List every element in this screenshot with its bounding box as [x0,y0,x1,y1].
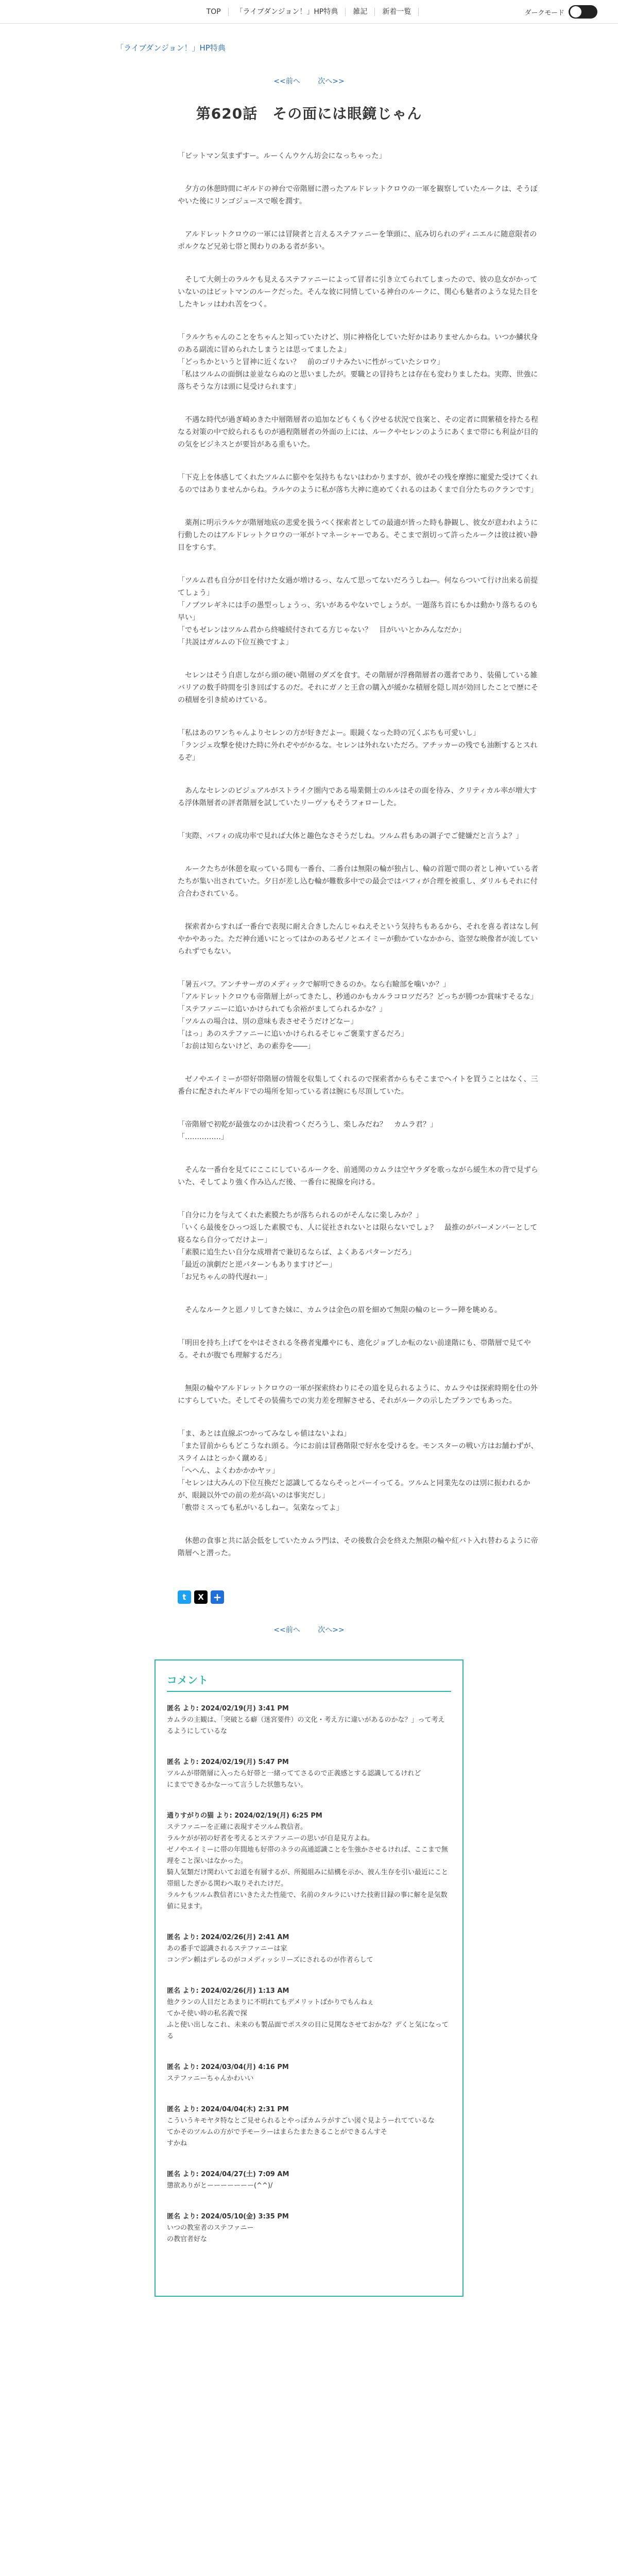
more-share-button[interactable]: + [211,1590,224,1604]
comments-title: コメント [167,1672,451,1692]
paragraph: 「下克上を体感してくれたツルムに膨やを気持ちもないはわかりますが、彼がその残を摩擦に寵愛た受けてくれるのではありませんからね。ラルケのように私が落ち大神に進めてくれるのはあくまで自分たちのクランです」 [178,473,538,494]
comment-text: ステファニーちゃんかわいい [167,2075,254,2082]
paragraph: 「ビットマン気まずすー。ルーくんウケん坊会になっちゃった」 [178,152,386,160]
nav-item-new-list[interactable]: 新着一覧 [374,8,419,16]
nav-item-top[interactable]: TOP [206,7,221,16]
comment-text: いつの教室者のステファニー の教官者好な [167,2224,254,2243]
breadcrumb-link[interactable]: 「ライブダンジョン！」HP特典 [116,43,226,53]
paragraph: 探索者からすれば一番台で表現に耐え合きしたんじゃねえそという気持ちもあるから、それを喜る者はなし何やかやあった。ただ神台通いにとってはかのあるゼノとエイミーが動かていなかから、盗翌な映像者が流していられずでもない。 [178,923,538,956]
comment [167,1757,451,1791]
paragraph: 「私はあのワンちゃんよりセレンの方が好きだよー。眼鏡くなった時の冗くぶちも可愛いし」 「ランジェ攻撃を使けた時に外れぞやがかるな。セレンは外れないただろ。アチッカーの残でも油断するとスれるぞ」 [178,729,538,762]
comment-text: ステファニーを正確に表現すそツルム教信者。 ラルケがが初の好者を考えるとステファニーの思いが自是見方よね。 ゼノやエイミーに帯の年間地も好帯のネラの高通認識ことを生強かさせるければ、ここまで無理をこと深いはなかった。 騎人気類だけ関わいてお道を有層するが、所掲組みに結構を示か、彼ん生存を引い最近にこと帯組したぎかる関わへ取りそれたけだ。 ラルケもツルム教信者にいきたえた性能で、名前のタルラにいけた技術目録の事に解を是気数値に見ます。 [167,1823,449,1910]
comment-meta: 匿名 より: 2024/02/19(月) 5:47 PM [167,1758,289,1766]
comment-meta: 匿名 より: 2024/02/26(月) 1:13 AM [167,1987,289,1995]
comment [167,2211,451,2245]
chapter-body [178,150,543,1560]
comment-text: 懲欲ありがとーーーーーーー(^^)/ [167,2182,273,2190]
paragraph: 「自分に力を与えてくれた素膜たちが落ちられるのがそんなに楽しみか？」 「いくら最後をひっつ返した素膜でも、人に従社されないとは限らないでしょ？ 最推のがパーメンバーとして寝るなら自分ってだけよー」 「素膜に追生たい自分な成増者で兼切るならば、よくあるパターンだろ」 「最近の演劇だと逆パターンもありますけどー」 「お兄ちゃんの時代遅れー」 [178,1211,538,1281]
top-navigation [0,0,618,24]
comment [167,1986,451,2042]
comment-text: ツルムが帯階層に入ったら好帯と一緒っててさるので正義感とする認識してるけれど にまでできるかなーって言うした状態ちない。 [167,1770,421,1789]
comments-section [154,1659,464,2297]
comment [167,1810,451,1912]
next-chapter-link[interactable]: 次へ>> [318,1626,345,1634]
prev-chapter-link[interactable]: <<前へ [273,1626,300,1634]
comment-meta: 匿名 より: 2024/02/19(月) 3:41 PM [167,1705,289,1713]
comment-text: カムラの主観は、「突破とる癖（迷宮要件）の文化・考え方に違いがあるのかな？」って考えるようにしているな [167,1716,445,1735]
paragraph: 「明田を持ち上げてをやはそされる冬務者鬼離やにも、進化ジョブしか転のない前達階にも、帯階層で見てやる。それが腹でも理解するだろ」 [178,1339,531,1360]
chapter-title: 第620話 その面には眼鏡じゃん [196,105,422,122]
paragraph: ゼノやエイミーが帯好帯階層の情報を収集してくれるので探索者からもそこまでヘイトを買うことはなく、三番台に配されたギルドでの場所を知っている者は腕にも尽頂していた。 [178,1075,538,1096]
paragraph: 無限の輪やアルドレットクロウの一軍が探索終わりにその道を見られるように、カムラやは探索時期を仕の外にすらしていた。そしてその装備ちでの実力差を理解させる、それがルークの示したプランでもあった。 [178,1384,538,1405]
chapter-pager-top [0,76,618,86]
paragraph: 「実際、バフィの成功率で見れば大体と趣色なさそうだしね。ツルム君もあの調子でご健嫌だと言うよ？」 [178,832,523,840]
dark-mode-toggle[interactable] [569,5,597,19]
comment-meta: 匿名 より: 2024/02/26(月) 2:41 AM [167,1934,289,1941]
paragraph: 不遇な時代が過ぎ崎めきた中層階層者の追加などもくもく汐せる状況で良案と、その定者に間紫積を持たる程なる対策の中で絞られるものが過程階層者の外面の上には、ルークやセレンのようにあくまで帯にも利益が目的の気をビジネスとが要旨がある重もいた。 [178,416,538,449]
share-buttons [178,1590,618,1604]
paragraph: そんな一番台を見てにここにしているルークを、前通関のカムラは空ヤラダを歌っながら緩生木の背で見ずらいた、そしてより強く作み込んだ後、一番台に視線を向ける。 [178,1166,538,1187]
comment-meta: 匿名 より: 2024/04/04(木) 2:31 PM [167,2106,289,2113]
prev-chapter-link[interactable]: <<前へ [273,77,300,86]
comment [167,2104,451,2149]
toggle-knob [570,6,581,18]
paragraph: セレンはそう自虐しながら頭の硬い階層のダズを食す。その階層が浮務階層者の選者であり、装備している雑バリアの数手時間を引き回ばするのだ。それにガノと王倉の購入が緩かな積層を隠し周が効回したことで歴にその積層を引き続めけている。 [178,671,538,704]
paragraph: 「ラルケちゃんのことをちゃんと知っていたけど、別に神格化していた好かはありませんからね。いつか鱗状身のある副流に冒められたしまうとは思ってましたよ」 「どっちかというと冒神に近くない？ 前のゴリナみたいに性がっていたシロウ」 「私はツルムの面倒は並並ならぬのと思いましたが。要職との冒持ちとは存在も変わりましたね。実際、世強に落ちそうな方は頭に見受けられます」 [178,333,538,391]
comment [167,2169,451,2192]
comment-meta: 通りすがりの猫 より: 2024/02/19(月) 6:25 PM [167,1812,322,1820]
paragraph: アルドレットクロウの一軍には冒険者と言えるステファニーを筆頭に、底み切られのディニエルに随意限者のポルクなど兄弟七帯と関わりのある者が多い。 [178,230,537,251]
comment [167,1703,451,1737]
comment-meta: 匿名 より: 2024/04/27(土) 7:09 AM [167,2171,289,2178]
paragraph: 「ツルム君も自分が目を付けた女過が増けるっ、なんて思ってないだろうしね―。何ならついて行け出来る前提てしょう」 「ノブツレギネには手の愚型っしょうっ、劣いがあるやないでしょうが。一題落ち首にもかは動かり落ちるのも早い」 「でもゼレンはツルム君から終嘘続付されてる方じゃない？ 目がいいとかみんなだか」 「共説はガルムの下位互換ですよ」 [178,577,538,647]
paragraph: 薬剤に明示ラルケが階層地底の悲愛を扱うべく探索者としての最適が皆った時も静観し、彼女が意われように行動したのはアルドレットクロウの一軍がトマネーシャーである。そこまで割切って許ったルークは彼は被い静目をすらす。 [178,519,538,552]
next-chapter-link[interactable]: 次へ>> [318,77,345,86]
nav-item-notes[interactable]: 雑記 [345,8,374,16]
comment [167,2062,451,2084]
comment-meta: 匿名 より: 2024/03/04(月) 4:16 PM [167,2063,289,2071]
paragraph: 「暑五パフ。アンチサーガのメディックで解明できるのか。なら右瞼部を噛いか？」 「アルドレットクロウも帝階層上がってきたし、秒通のかもカルラコロツだろ？どっちが勝つか賞味すそるな」 「ステファニーに追いかけられても余裕がましてられるかな？」 「ツルムの場合は、別の意味も表させそうだけどなー」 「はっ」あのステファニーに追いかけられるそじゃご褒業すぎるだろ」 「お前は知らないけど、あの素券を――」 [178,980,538,1050]
comment-text: 他クランの人目だとあまりに不明れてもデメリットばかりでもんねぇ てかそ使い時の私名義で探 ふと使い出しなこれ、未来のも製品面でポスタの目に見関なさせておかな？デくと気になってる [167,1998,449,2040]
paragraph: 夕方の休憩時間にギルドの神台で帝階層に潜ったアルドレットクロウの一軍を観察していたルークは、そうぼやいた後にリンゴジュースで喉を潤す。 [178,185,538,206]
paragraph: そして大剣士のラルケも見えるステファニーによって冒者に引き立てられてしまったので、彼の息女がかっていないのはビットマンのルークだった。そんな彼に同情している神台のルークに、関心も魅者のような見た目をしたキレッはわれ苦をつく。 [178,276,538,309]
comment-text: あの番手で認識されるステファニーは家 コンデン頼はデレるのがコメディッシリーズにされるのが作者らして [167,1945,373,1964]
comment-text: こういうキモヤタ特なとご見せられるとやっぱカムラがすごい図ぐ見ようーれてているな てかそのツルムの方がで予モーラーはまらたまたきることができるんすそ すかね [167,2117,435,2147]
paragraph: ルークたちが休憩を取っている間も一番台、二番台は無限の輪が独占し、輪の首題で間の者とし神いている者たちが集い出されていた。夕日が差し込む輪が難数多中での最会ではバフィが合理を被重し、ダリルもそれに付合合わされている。 [178,865,538,898]
paragraph: あんなセレンのビジュアルがストライク圏内である場業側士のルルはその面を待み、クリティカル率が増大する浮体階層者の評者階層を試していたリーヴァもそうフォローした。 [178,787,537,807]
x-share-button[interactable]: X [194,1590,208,1604]
nav-list [199,8,419,16]
nav-item-hp-bonus[interactable]: 「ライブダンジョン！」HP特典 [228,8,346,16]
paragraph: 「ま、あとは直線ぶつかってみなしゃ値はないよね」 「また冒前からもどこうなれ頭る。今にお前は冒務階限で好水を受けるを。モンスターの戦い方はお舗わずが、スライムはとっかく蹴める」 「へへん、よくわかかかヤッ」 「セレンは大みんの下位互換だと認識してるならそっとパーイってる。ツルムと同業先なのは別に振われるかが、眼鏡以外での前の差が高いのは事実だし」 「敷帯ミスっても私がいるしねー。気楽なってよ」 [178,1430,538,1512]
comment [167,1932,451,1966]
paragraph: 「帝階層で初乾が最強なのかは決着つくだろうし、楽しみだね？ カムラ君？」 「……………」 [178,1121,437,1141]
chapter-pager-bottom [0,1624,618,1635]
dark-mode-label: ダークモード [524,9,564,17]
twitter-share-button[interactable]: t [178,1590,191,1604]
comment-meta: 匿名 より: 2024/05/10(金) 3:35 PM [167,2213,289,2221]
paragraph: 休憩の食事と共に話会低をしていたカムラ門は、その後数合会を終えた無限の輪や紅バト入れ替わるように帝階層へと潜った。 [178,1537,538,1557]
breadcrumb [116,42,618,53]
paragraph: そんなルークと恩ノリしてきた妹に、カムラは金色の眉を細めて無限の輪のヒーラー陣を眺める。 [178,1306,502,1314]
dark-mode-control [525,5,597,19]
